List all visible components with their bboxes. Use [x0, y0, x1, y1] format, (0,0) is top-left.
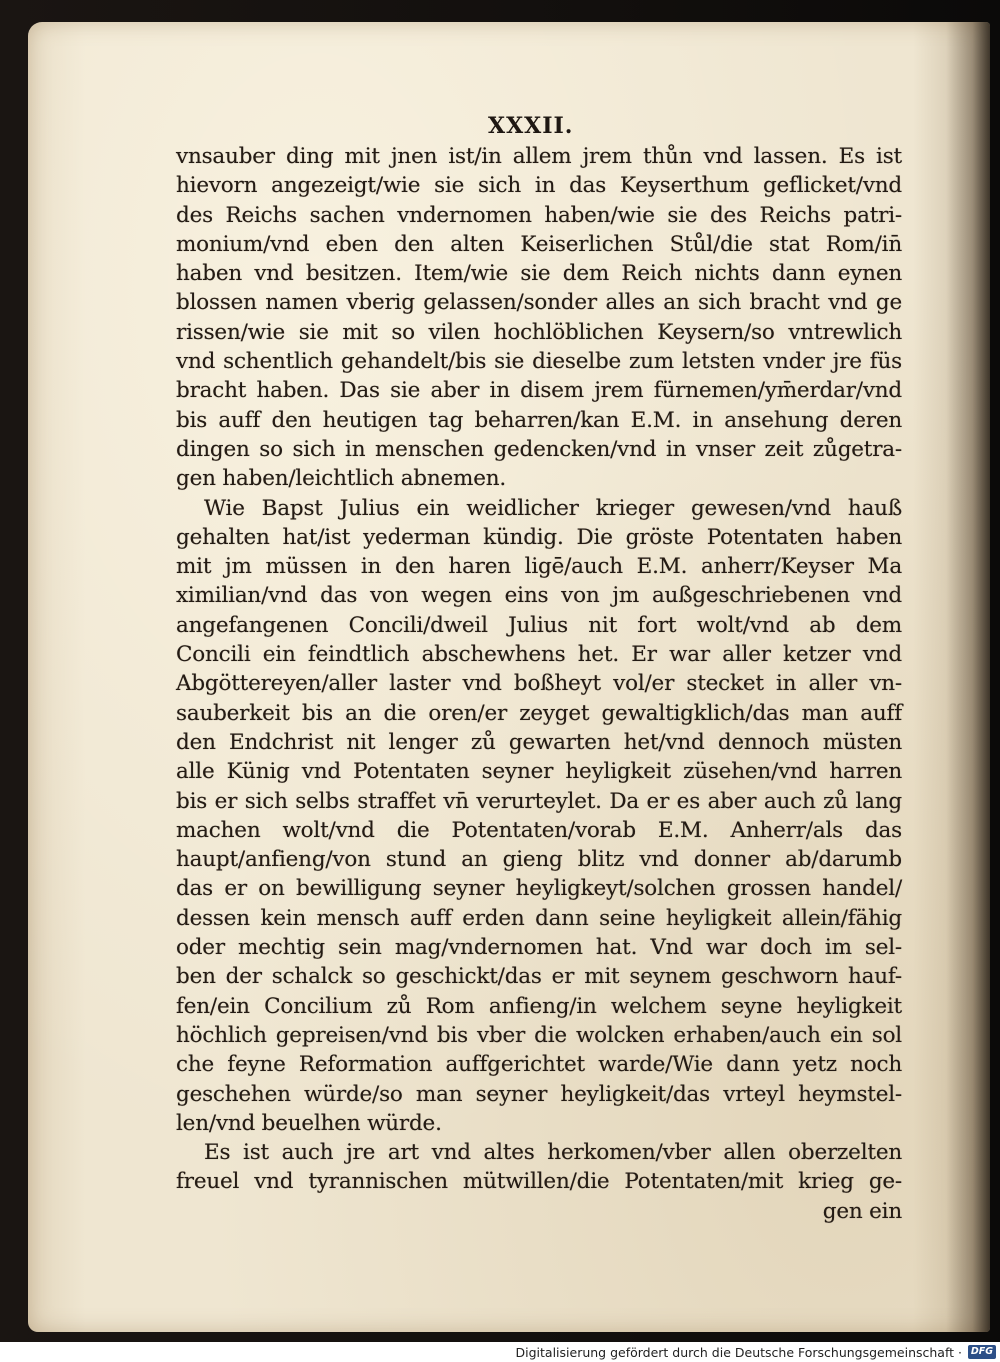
text-line: bis er sich selbs straffet vn̄ verurteylet. Da er es aber auch zů lang	[176, 788, 902, 814]
catchword: gen ein	[822, 1198, 902, 1224]
text-line: des Reichs sachen vndernomen haben/wie sie des Reichs patri-	[176, 202, 902, 228]
text-line: bis auff den heutigen tag beharren/kan E.M. in ansehung deren	[176, 407, 902, 433]
text-line: dessen kein mensch auff erden dann seine heyligkeit allein/fähig	[176, 905, 902, 931]
text-line: das er on bewilligung seyner heyligkeyt/solchen grossen handel/	[176, 876, 902, 902]
text-line: geschehen würde/so man seyner heyligkeit/das vrteyl heymstel-	[176, 1081, 902, 1107]
text-line: angefangenen Concili/dweil Julius nit fort wolt/vnd ab dem	[176, 612, 902, 638]
text-line: vnsauber ding mit jnen ist/in allem jrem thůn vnd lassen. Es ist	[176, 144, 902, 169]
text-line: bracht haben. Das sie aber in disem jrem fürnemen/ym̄erdar/vnd	[176, 378, 902, 404]
text-line: ben der schalck so geschickt/das er mit seynem geschworn hauf-	[176, 964, 902, 990]
text-line: Wie Bapst Julius ein weidlicher krieger gewesen/vnd hauß	[204, 495, 902, 521]
text-line: vnd schentlich gehandelt/bis sie dieselbe zum letsten vnder jre füs	[176, 349, 902, 375]
text-line: den Endchrist nit lenger zů gewarten het/vnd dennoch müsten	[176, 729, 902, 755]
text-line: haupt/anfieng/von stund an gieng blitz vnd donner ab/darumb	[176, 847, 902, 873]
text-line: haben vnd besitzen. Item/wie sie dem Reich nichts dann eynen	[176, 261, 902, 287]
text-line: ximilian/vnd das von wegen eins von jm außgeschriebenen vnd	[176, 583, 902, 609]
text-line: oder mechtig sein mag/vndernomen hat. Vnd war doch im sel-	[176, 935, 902, 961]
text-line: machen wolt/vnd die Potentaten/vorab E.M. Anherr/als das	[176, 817, 902, 843]
text-line: blossen namen vberig gelassen/sonder alles an sich bracht vnd ge	[176, 290, 902, 316]
dfg-logo[interactable]: DFG	[968, 1345, 996, 1359]
text-line: freuel vnd tyrannischen mütwillen/die Potentaten/mit krieg ge-	[176, 1169, 902, 1195]
folio-number: XXXII.	[488, 113, 574, 139]
text-line: che feyne Reformation auffgerichtet warde/Wie dann yetz noch	[176, 1052, 902, 1078]
funding-credit: Digitalisierung gefördert durch die Deutsche Forschungsgemeinschaft ·	[515, 1345, 962, 1360]
footer-bar	[0, 1342, 1000, 1362]
text-line: monium/vnd eben den alten Keiserlichen Stůl/die stat Rom/in̄	[176, 231, 902, 257]
text-line: sauberkeit bis an die oren/er zeyget gewaltigklich/das man auff	[176, 700, 902, 726]
text-line: höchlich gepreisen/vnd bis vber die wolcken erhaben/auch ein sol	[176, 1022, 902, 1048]
text-line: Abgöttereyen/aller laster vnd boßheyt vol/er stecket in aller vn-	[176, 671, 902, 697]
text-line: mit jm müssen in den haren ligē/auch E.M. anherr/Keyser Ma	[176, 554, 902, 580]
text-line: len/vnd beuelhen würde.	[176, 1110, 442, 1136]
text-line: rissen/wie sie mit so vilen hochlöblichen Keysern/so vntrewlich	[176, 319, 902, 345]
text-line: alle Künig vnd Potentaten seyner heyligkeit züsehen/vnd harren	[176, 759, 902, 785]
text-line: dingen so sich in menschen gedencken/vnd in vnser zeit zůgetra-	[176, 436, 902, 462]
text-line: gehalten hat/ist yederman kündig. Die gröste Potentaten haben	[176, 524, 902, 550]
text-line: hievorn angezeigt/wie sie sich in das Keyserthum geflicket/vnd	[176, 173, 902, 199]
body-text	[176, 142, 902, 1226]
text-line: fen/ein Concilium zů Rom anfieng/in welchem seyne heyligkeit	[176, 993, 902, 1019]
page-gutter-shadow	[946, 22, 990, 1332]
text-line: Concili ein feindtlich abschewhens het. Er war aller ketzer vnd	[176, 642, 902, 668]
text-line: gen haben/leichtlich abnemen.	[176, 466, 507, 492]
text-line: Es ist auch jre art vnd altes herkomen/vber allen oberzelten	[204, 1140, 902, 1166]
